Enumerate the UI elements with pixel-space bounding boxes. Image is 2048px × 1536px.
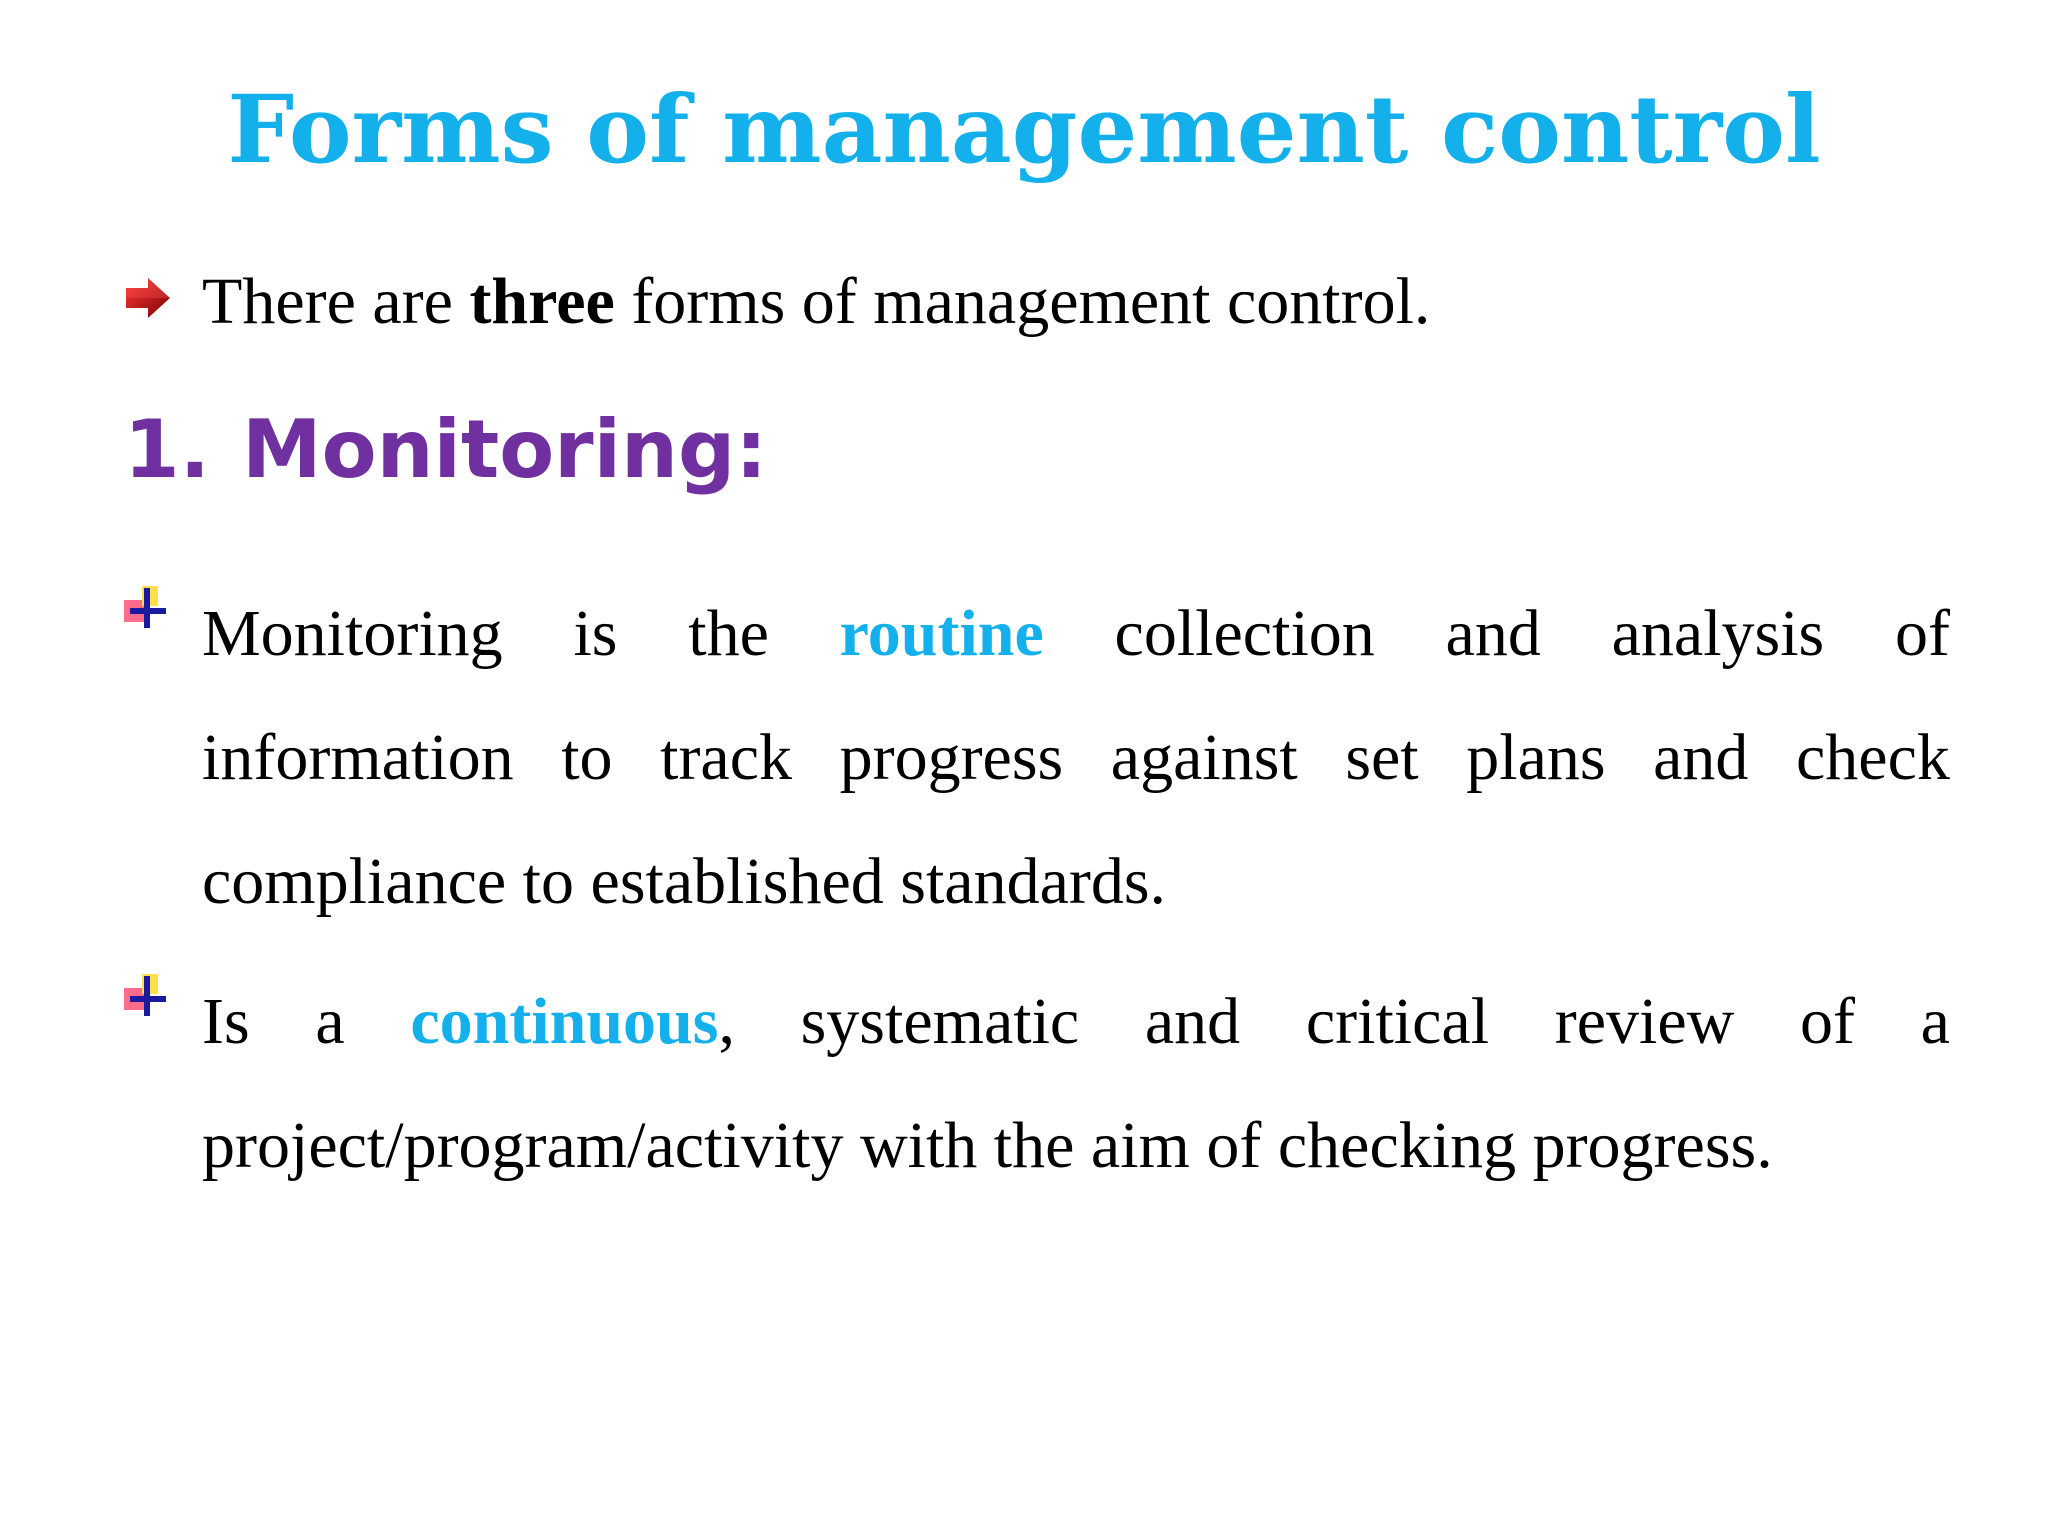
word: review <box>1554 985 1735 1058</box>
word: to <box>561 721 613 794</box>
word: a <box>315 985 345 1058</box>
word: and <box>1653 721 1749 794</box>
bullet-1-line-2 <box>202 696 1950 820</box>
section-number: 1. <box>124 403 211 496</box>
bullet-2-line-1 <box>202 960 1950 1084</box>
highlight-routine: routine <box>839 597 1044 670</box>
word: progress <box>839 721 1064 794</box>
word: a <box>1920 985 1950 1058</box>
slide-title: Forms of management control <box>227 75 1821 185</box>
section-heading <box>124 400 767 500</box>
word: collection <box>1114 597 1375 670</box>
word: the <box>688 597 769 670</box>
word: and <box>1144 985 1241 1058</box>
red-arrow-bullet-icon <box>124 276 172 320</box>
plus-square-bullet-icon <box>124 974 170 1020</box>
comma: , <box>718 985 735 1058</box>
word: set <box>1345 721 1419 794</box>
intro-text-before: There are <box>202 265 470 338</box>
bullet-2-line-2: project/program/activity with the aim of checking progress. <box>202 1109 1773 1182</box>
word: plans <box>1466 721 1606 794</box>
plus-square-bullet-icon <box>124 586 170 632</box>
bullet-1-line-3: compliance to established standards. <box>202 845 1167 918</box>
section-label: Monitoring: <box>242 403 768 496</box>
word: track <box>660 721 793 794</box>
word: of <box>1895 597 1950 670</box>
word: is <box>573 597 618 670</box>
highlight-continuous: continuous <box>410 985 719 1058</box>
word: Monitoring <box>202 597 503 670</box>
word: systematic <box>800 985 1080 1058</box>
word: check <box>1796 721 1950 794</box>
word: and <box>1445 597 1541 670</box>
word: analysis <box>1611 597 1825 670</box>
word: of <box>1800 985 1855 1058</box>
intro-text-bold: three <box>469 265 615 338</box>
word: against <box>1110 721 1298 794</box>
word: information <box>202 721 514 794</box>
bullet-monitoring-definition <box>202 572 1950 944</box>
intro-text <box>202 262 1950 342</box>
bullet-continuous-review <box>202 960 1950 1208</box>
intro-text-after: forms of management control. <box>614 265 1431 338</box>
word-group <box>410 960 735 1084</box>
word: Is <box>202 985 250 1058</box>
bullet-1-line-1 <box>202 572 1950 696</box>
word: critical <box>1305 985 1490 1058</box>
